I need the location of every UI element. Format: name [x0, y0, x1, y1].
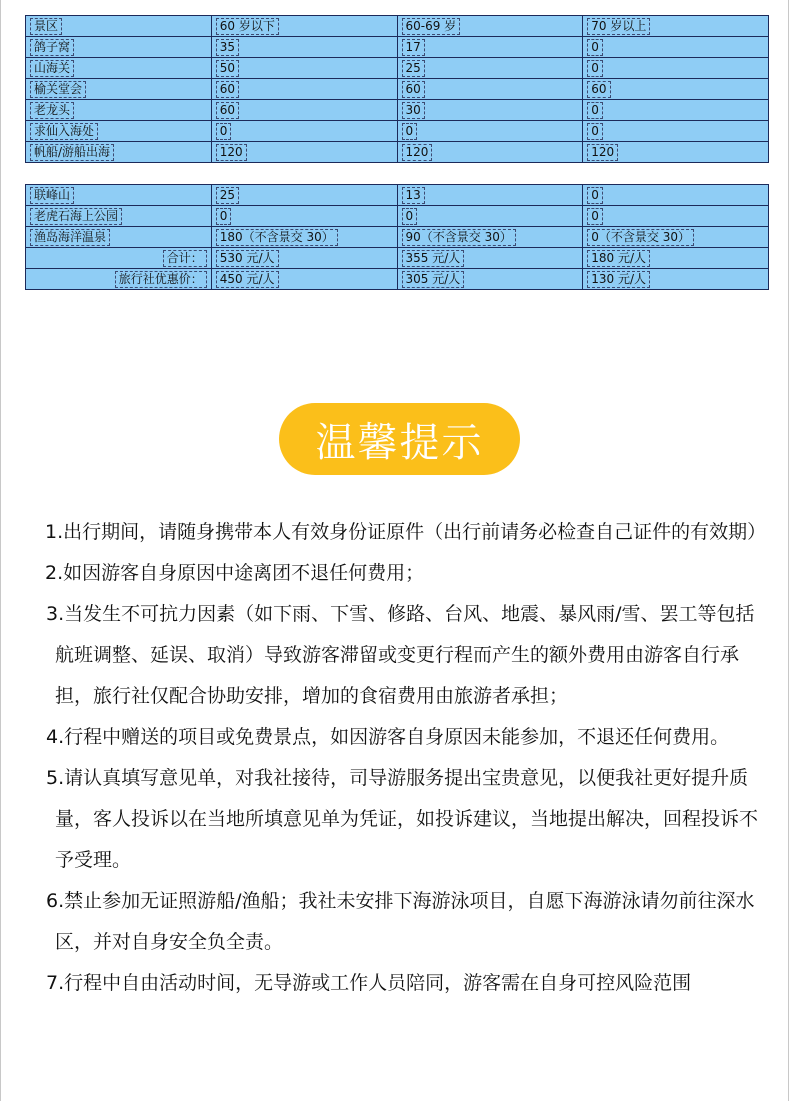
table-cell: 求仙入海处: [30, 123, 98, 140]
table-row: [26, 185, 769, 206]
table-cell: 35: [216, 39, 239, 56]
table-cell: 0（不含景交 30）: [587, 229, 694, 246]
tips-title: 温馨提示: [315, 419, 484, 466]
table-cell: 60: [587, 81, 610, 98]
table-cell: 老虎石海上公园: [30, 208, 122, 225]
table-cell: 0: [587, 208, 603, 225]
note-item: 4.行程中赠送的项目或免费景点，如因游客自身原因未能参加，不退还任何费用。: [46, 726, 730, 748]
table-cell: 120: [402, 144, 433, 161]
table-row: [26, 100, 769, 121]
fee-table-main: [25, 15, 769, 163]
table-cell: 0: [587, 123, 603, 140]
table-cell: 30: [402, 102, 425, 119]
table-cell: 60: [216, 102, 239, 119]
total-cell: 180 元/人: [587, 250, 650, 267]
table-cell: 0: [587, 39, 603, 56]
table-cell: 50: [216, 60, 239, 77]
header-cell: 景区: [30, 18, 62, 35]
discount-cell: 130 元/人: [587, 271, 650, 288]
table-row: [26, 206, 769, 227]
table-header-row: [26, 16, 769, 37]
table-cell: 联峰山: [30, 187, 74, 204]
note-item: 7.行程中自由活动时间，无导游或工作人员陪同，游客需在自身可控风险范围: [46, 972, 692, 994]
table-cell: 0: [402, 208, 418, 225]
total-row: [26, 248, 769, 269]
table-cell: 13: [402, 187, 425, 204]
table-cell: 90（不含景交 30）: [402, 229, 516, 246]
discount-cell: 305 元/人: [402, 271, 465, 288]
table-cell: 180（不含景交 30）: [216, 229, 338, 246]
discount-label: 旅行社优惠价：: [115, 271, 207, 288]
table-cell: 25: [216, 187, 239, 204]
table-row: [26, 121, 769, 142]
header-cell: 60 岁以下: [216, 18, 279, 35]
table-cell: 60: [216, 81, 239, 98]
table-cell: 山海关: [30, 60, 74, 77]
table-cell: 渔岛海洋温泉: [30, 229, 110, 246]
table-cell: 0: [216, 208, 232, 225]
total-label: 合计：: [163, 250, 207, 267]
table-cell: 25: [402, 60, 425, 77]
table-cell: 老龙头: [30, 102, 74, 119]
note-item: 3.当发生不可抗力因素（如下雨、下雪、修路、台风、地震、暴风雨/雪、罢工等包括航班调整、延误、取消）导致游客滞留或变更行程而产生的额外费用由游客自行承担，旅行社仅配合协助安排，增加的食宿费用由旅游者承担；: [46, 603, 755, 707]
total-cell: 530 元/人: [216, 250, 279, 267]
note-item: 2.如因游客自身原因中途离团不退任何费用；: [45, 562, 425, 584]
table-cell: 0: [216, 123, 232, 140]
table-cell: 17: [402, 39, 425, 56]
table-row: [26, 227, 769, 248]
table-cell: 0: [587, 60, 603, 77]
header-cell: 70 岁以上: [587, 18, 650, 35]
table-cell: 0: [587, 102, 603, 119]
note-item: 5.请认真填写意见单，对我社接待，司导游服务提出宝贵意见，以便我社更好提升质量，客人投诉以在当地所填意见单为凭证，如投诉建议，当地提出解决，回程投诉不予受理。: [46, 767, 759, 871]
table-cell: 60: [402, 81, 425, 98]
table-cell: 0: [402, 123, 418, 140]
table-cell: 120: [216, 144, 247, 161]
table-cell: 榆关堂会: [30, 81, 86, 98]
header-cell: 60-69 岁: [402, 18, 461, 35]
table-cell: 120: [587, 144, 618, 161]
table-row: [26, 37, 769, 58]
table-cell: 鸽子窝: [30, 39, 74, 56]
table-cell: 0: [587, 187, 603, 204]
tips-title-badge: [279, 403, 520, 475]
table-row: [26, 79, 769, 100]
fee-table-extra: [25, 184, 769, 290]
table-row: [26, 142, 769, 163]
discount-row: [26, 269, 769, 290]
total-cell: 355 元/人: [402, 250, 465, 267]
table-cell: 帆船/游船出海: [30, 144, 114, 161]
table-row: [26, 58, 769, 79]
note-item: 1.出行期间，请随身携带本人有效身份证原件（出行前请务必检查自己证件的有效期）: [45, 521, 767, 543]
notes-list: [23, 512, 773, 1004]
note-item: 6.禁止参加无证照游船/渔船；我社未安排下海游泳项目，自愿下海游泳请勿前往深水区，并对自身安全负全责。: [46, 890, 755, 953]
discount-cell: 450 元/人: [216, 271, 279, 288]
